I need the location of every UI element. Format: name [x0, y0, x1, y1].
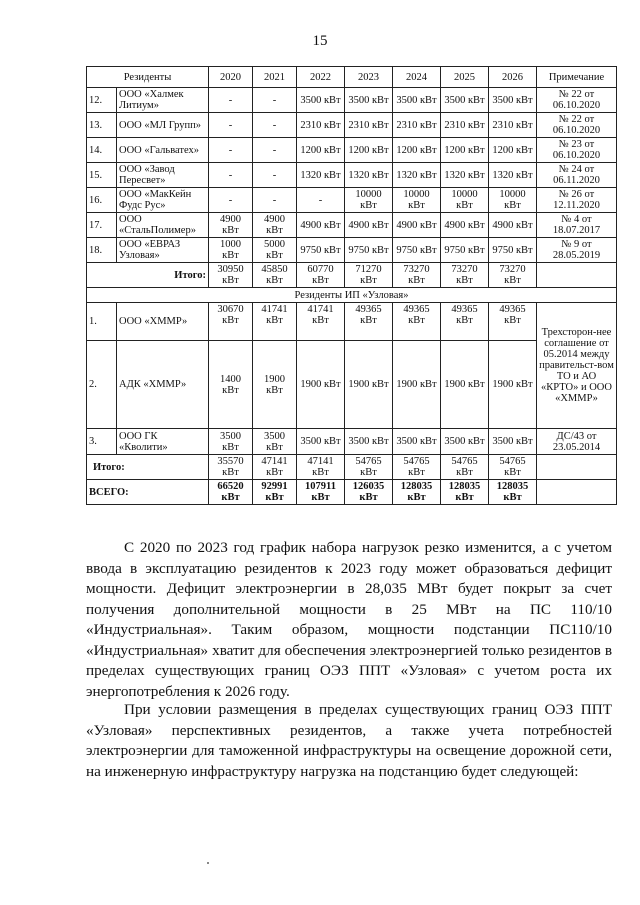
header-2024: 2024	[393, 67, 441, 88]
power-value: 9750 кВт	[441, 238, 489, 263]
subtotal-label: Итого:	[87, 263, 209, 288]
power-value: 3500 кВт	[209, 429, 253, 455]
paragraph-text: При условии размещения в пределах существующих границ ОЭЗ ППТ «Узловая» перспективных резидентов, а также учета потребностей электроэнергии для таможенной инфраструктуры на освещение дорожной сети, на инженерную инфраструктуру нагрузка на подстанцию будет следующей:	[86, 701, 612, 780]
power-value: 4900 кВт	[253, 213, 297, 238]
power-value: 1200 кВт	[393, 138, 441, 163]
power-value: 30670 кВт	[209, 303, 253, 341]
paragraph-2	[86, 700, 612, 782]
row-number: 16.	[87, 188, 117, 213]
power-value: 49365 кВт	[345, 303, 393, 341]
grand-total-value: 126035 кВт	[345, 480, 393, 505]
power-value: 1900 кВт	[253, 341, 297, 429]
header-2026: 2026	[489, 67, 537, 88]
header-2025: 2025	[441, 67, 489, 88]
row-note: № 9 от 28.05.2019	[537, 238, 617, 263]
power-value: 49365 кВт	[489, 303, 537, 341]
power-value: 4900 кВт	[297, 213, 345, 238]
resident-name: ООО «МЛ Групп»	[117, 113, 209, 138]
grand-total-value: 128035 кВт	[441, 480, 489, 505]
power-value: 1000 кВт	[209, 238, 253, 263]
table-row	[87, 138, 617, 163]
power-value: 3500 кВт	[297, 429, 345, 455]
table-row	[87, 303, 617, 341]
power-value: 1320 кВт	[297, 163, 345, 188]
grand-total-value: 128035 кВт	[393, 480, 441, 505]
power-value: 10000 кВт	[489, 188, 537, 213]
row-number: 1.	[87, 303, 117, 341]
resident-name: ООО «СтальПолимер»	[117, 213, 209, 238]
power-value: 4900 кВт	[489, 213, 537, 238]
header-residents: Резиденты	[87, 67, 209, 88]
row-note: № 4 от 18.07.2017	[537, 213, 617, 238]
power-value: 41741 кВт	[297, 303, 345, 341]
power-value: -	[209, 138, 253, 163]
power-value: 1900 кВт	[489, 341, 537, 429]
grand-total-value: 128035 кВт	[489, 480, 537, 505]
row-note	[537, 455, 617, 480]
power-value: 3500 кВт	[253, 429, 297, 455]
power-value: 2310 кВт	[393, 113, 441, 138]
scan-speck	[207, 862, 209, 864]
subtotal-value: 54765 кВт	[393, 455, 441, 480]
power-value: 49365 кВт	[393, 303, 441, 341]
table-row	[87, 188, 617, 213]
subtotal-value: 73270 кВт	[489, 263, 537, 288]
row-number: 12.	[87, 88, 117, 113]
row-number: 18.	[87, 238, 117, 263]
power-value: -	[209, 88, 253, 113]
row-number: 17.	[87, 213, 117, 238]
row-note	[537, 480, 617, 505]
power-value: 10000 кВт	[441, 188, 489, 213]
power-value: 4900 кВт	[209, 213, 253, 238]
table-row	[87, 113, 617, 138]
power-value: 1200 кВт	[441, 138, 489, 163]
power-value: 1900 кВт	[441, 341, 489, 429]
power-value: 3500 кВт	[441, 88, 489, 113]
power-value: 1200 кВт	[297, 138, 345, 163]
subtotal-value: 54765 кВт	[441, 455, 489, 480]
row-note: ДС/43 от 23.05.2014	[537, 429, 617, 455]
power-value: 3500 кВт	[489, 88, 537, 113]
row-note: № 23 от 06.10.2020	[537, 138, 617, 163]
section-title: Резиденты ИП «Узловая»	[87, 288, 617, 303]
paragraph-1	[86, 538, 612, 702]
subtotal-value: 45850 кВт	[253, 263, 297, 288]
power-value: 4900 кВт	[345, 213, 393, 238]
power-value: 3500 кВт	[393, 88, 441, 113]
resident-name: ООО «МакКейн Фудс Рус»	[117, 188, 209, 213]
row-note	[537, 263, 617, 288]
power-value: -	[253, 138, 297, 163]
subtotal-value: 47141 кВт	[253, 455, 297, 480]
power-value: 10000 кВт	[393, 188, 441, 213]
subtotal-value: 54765 кВт	[489, 455, 537, 480]
power-value: -	[209, 163, 253, 188]
power-value: -	[253, 113, 297, 138]
power-value: 5000 кВт	[253, 238, 297, 263]
power-value: 1320 кВт	[393, 163, 441, 188]
power-value: 49365 кВт	[441, 303, 489, 341]
power-value: -	[253, 163, 297, 188]
subtotal-value: 73270 кВт	[393, 263, 441, 288]
subtotal-value: 30950 кВт	[209, 263, 253, 288]
row-number: 14.	[87, 138, 117, 163]
row-note: № 22 от 06.10.2020	[537, 113, 617, 138]
subtotal-value: 35570 кВт	[209, 455, 253, 480]
power-value: -	[209, 113, 253, 138]
resident-name: ООО «ХММР»	[117, 303, 209, 341]
power-value: 2310 кВт	[489, 113, 537, 138]
resident-name: АДК «ХММР»	[117, 341, 209, 429]
power-value: 3500 кВт	[345, 429, 393, 455]
power-value: 3500 кВт	[489, 429, 537, 455]
grand-total-row	[87, 480, 617, 505]
power-value: 9750 кВт	[489, 238, 537, 263]
resident-name: ООО ГК «Кволити»	[117, 429, 209, 455]
subtotal-label: Итого:	[87, 455, 209, 480]
residents-table	[86, 66, 617, 505]
header-2023: 2023	[345, 67, 393, 88]
row-note: № 26 от 12.11.2020	[537, 188, 617, 213]
header-2022: 2022	[297, 67, 345, 88]
power-value: 2310 кВт	[441, 113, 489, 138]
row-number: 13.	[87, 113, 117, 138]
power-value: 1200 кВт	[489, 138, 537, 163]
power-value: 1900 кВт	[345, 341, 393, 429]
row-note: Трехсторон-нее соглашение от 05.2014 между правительст-вом ТО и АО «КРТО» и ООО «ХММР»	[537, 303, 617, 429]
power-value: 4900 кВт	[441, 213, 489, 238]
paragraph-text: С 2020 по 2023 год график набора нагрузок резко изменится, а с учетом ввода в эксплуатацию резидентов к 2023 году может образоваться дефицит мощности. Дефицит электроэнергии в 28,035 МВт будет покрыт за счет получения дополнительной мощности в 25 МВт на ПС 110/10 «Индустриальная». Таким образом, мощности подстанции ПС110/10 «Индустриальная» хватит для обеспечения электроэнергией только резидентов в пределах существующих границ ОЭЗ ППТ «Узловая» с учетом роста их энергопотребления к 2026 году.	[86, 539, 612, 700]
row-note: № 24 от 06.11.2020	[537, 163, 617, 188]
row-number: 15.	[87, 163, 117, 188]
row-note: № 22 от 06.10.2020	[537, 88, 617, 113]
power-value: 3500 кВт	[345, 88, 393, 113]
power-value: 1400 кВт	[209, 341, 253, 429]
power-value: 3500 кВт	[441, 429, 489, 455]
header-2020: 2020	[209, 67, 253, 88]
subtotal-value: 71270 кВт	[345, 263, 393, 288]
power-value: 1900 кВт	[393, 341, 441, 429]
grand-total-label: ВСЕГО:	[87, 480, 209, 505]
grand-total-value: 92991 кВт	[253, 480, 297, 505]
resident-name: ООО «ЕВРАЗ Узловая»	[117, 238, 209, 263]
power-value: -	[253, 88, 297, 113]
section-row	[87, 288, 617, 303]
power-value: 9750 кВт	[345, 238, 393, 263]
table-row	[87, 213, 617, 238]
subtotal-value: 73270 кВт	[441, 263, 489, 288]
resident-name: ООО «Гальватех»	[117, 138, 209, 163]
power-value: 9750 кВт	[393, 238, 441, 263]
power-value: 3500 кВт	[297, 88, 345, 113]
power-value: 1320 кВт	[345, 163, 393, 188]
power-value: 2310 кВт	[345, 113, 393, 138]
grand-total-value: 66520 кВт	[209, 480, 253, 505]
power-value: 1320 кВт	[489, 163, 537, 188]
power-value: 41741 кВт	[253, 303, 297, 341]
subtotal-value: 60770 кВт	[297, 263, 345, 288]
power-value: 9750 кВт	[297, 238, 345, 263]
row-number: 2.	[87, 341, 117, 429]
power-value: 10000 кВт	[345, 188, 393, 213]
power-value: 4900 кВт	[393, 213, 441, 238]
subtotal-row	[87, 455, 617, 480]
page-number: 15	[312, 33, 328, 49]
table-row	[87, 429, 617, 455]
header-2021: 2021	[253, 67, 297, 88]
power-value: -	[297, 188, 345, 213]
grand-total-value: 107911 кВт	[297, 480, 345, 505]
power-value: 1900 кВт	[297, 341, 345, 429]
power-value: 1320 кВт	[441, 163, 489, 188]
subtotal-row	[87, 263, 617, 288]
power-value: 3500 кВт	[393, 429, 441, 455]
resident-name: ООО «Завод Пересвет»	[117, 163, 209, 188]
power-value: 2310 кВт	[297, 113, 345, 138]
power-value: -	[209, 188, 253, 213]
table-row	[87, 88, 617, 113]
subtotal-value: 54765 кВт	[345, 455, 393, 480]
subtotal-value: 47141 кВт	[297, 455, 345, 480]
power-value: -	[253, 188, 297, 213]
table-header-row	[87, 67, 617, 88]
table-row	[87, 238, 617, 263]
row-number: 3.	[87, 429, 117, 455]
table-row	[87, 163, 617, 188]
header-note: Примечание	[537, 67, 617, 88]
power-value: 1200 кВт	[345, 138, 393, 163]
resident-name: ООО «Халмек Литиум»	[117, 88, 209, 113]
